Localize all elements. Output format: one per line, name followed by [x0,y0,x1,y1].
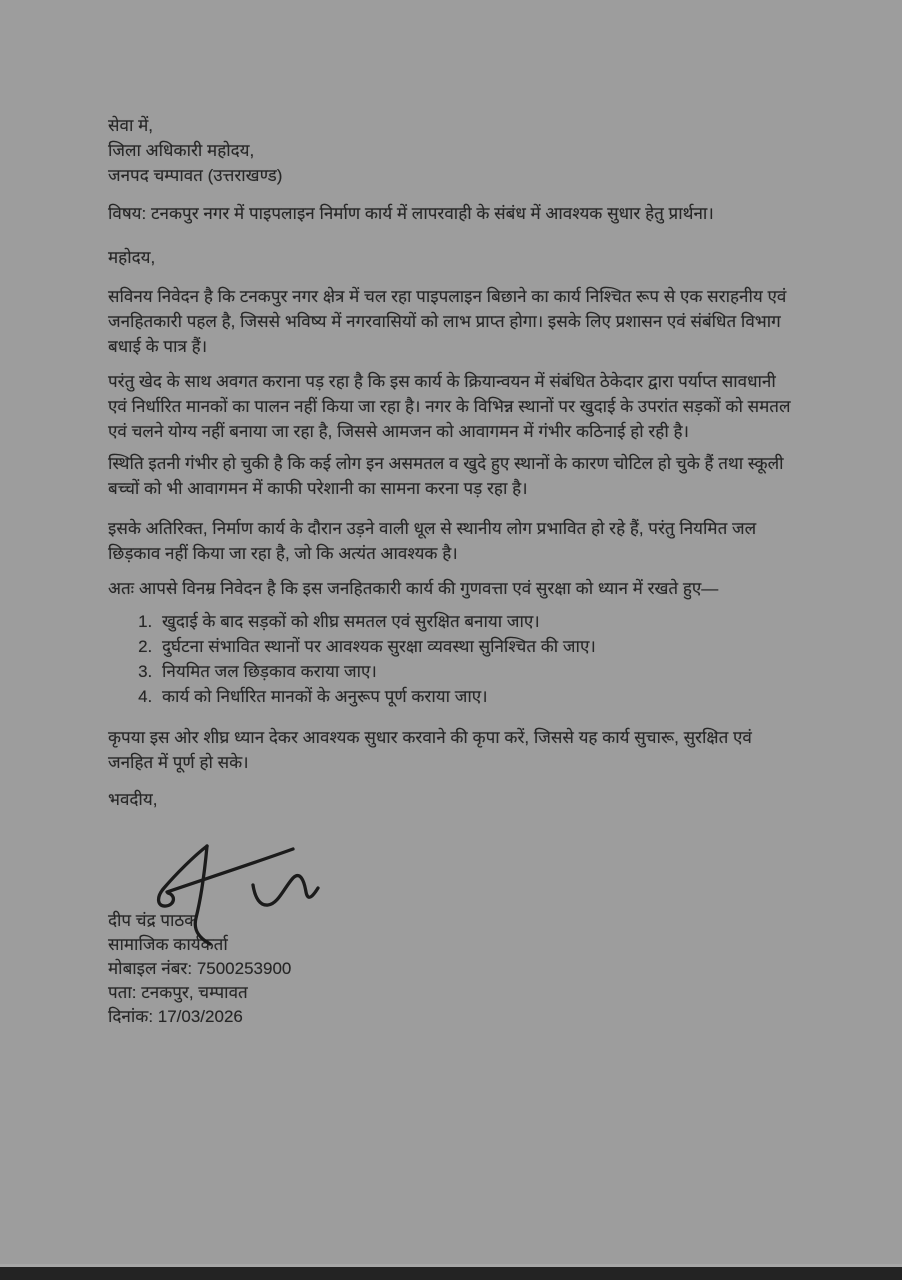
request-item: 4. कार्य को निर्धारित मानकों के अनुरूप पूर्ण कराया जाए। [157,684,798,709]
subject-line: विषय: टनकपुर नगर में पाइपलाइन निर्माण कार्य में लापरवाही के संबंध में आवश्यक सुधार हेतु प्रार्थना। [108,204,714,223]
closing-paragraph: कृपया इस ओर शीघ्र ध्यान देकर आवश्यक सुधार करवाने की कृपा करें, जिससे यह कार्य सुचारू, सुरक्षित एवं जनहित में पूर्ण हो सके। [108,728,752,772]
letter-paragraph: स्थिति इतनी गंभीर हो चुकी है कि कई लोग इन असमतल व खुदे हुए स्थानों के कारण चोटिल हो चुके हैं तथा स्कूली बच्चों को भी आवागमन में काफी परेशानी का सामना करना पड़ रहा है। [108,454,784,498]
recipient-line: जनपद चम्पावत (उत्तराखण्ड) [108,166,283,185]
signature-stroke [253,876,318,906]
sender-address: पता: टनकपुर, चम्पावत [108,983,248,1002]
signature-stroke [195,846,210,944]
sender-mobile: मोबाइल नंबर: 7500253900 [108,959,292,978]
sender-designation: सामाजिक कार्यकर्ता [108,935,228,954]
signature-stroke [167,849,293,892]
signature-image [152,836,332,948]
valediction: भवदीय, [108,790,158,809]
letter-paragraph: इसके अतिरिक्त, निर्माण कार्य के दौरान उड़ने वाली धूल से स्थानीय लोग प्रभावित हो रहे हैं, परंतु नियमित जल छिड़काव नहीं किया जा रहा है, जो कि अत्यंत आवश्यक है। [108,519,757,563]
bottom-edge-bar [0,1267,902,1280]
request-list [108,609,798,709]
request-item: 2. दुर्घटना संभावित स्थानों पर आवश्यक सुरक्षा व्यवस्था सुनिश्चित की जाए। [157,634,798,659]
recipient-line: जिला अधिकारी महोदय, [108,141,255,160]
letter-paragraph: अतः आपसे विनम्र निवेदन है कि इस जनहितकारी कार्य की गुणवत्ता एवं सुरक्षा को ध्यान में रखते हुए— [108,579,719,598]
request-item: 1. खुदाई के बाद सड़कों को शीघ्र समतल एवं सुरक्षित बनाया जाए। [157,609,798,634]
letter-date: दिनांक: 17/03/2026 [108,1007,243,1026]
sender-name: दीप चंद्र पाठक [108,911,198,930]
salutation: महोदय, [108,248,156,267]
request-item: 3. नियमित जल छिड़काव कराया जाए। [157,659,798,684]
recipient-line: सेवा में, [108,116,153,135]
recipient-block [108,113,798,188]
letter-paragraph: सविनय निवेदन है कि टनकपुर नगर क्षेत्र में चल रहा पाइपलाइन बिछाने का कार्य निश्चित रूप से एक सराहनीय एवं जनहितकारी पहल है, जिससे भविष्य में नगरवासियों को लाभ प्राप्त होगा। इसके लिए प्रशासन एवं संबंधित विभाग बधाई के पात्र हैं। [108,287,787,356]
letter-paragraph: परंतु खेद के साथ अवगत कराना पड़ रहा है कि इस कार्य के क्रियान्वयन में संबंधित ठेकेदार द्वारा पर्याप्त सावधानी एवं निर्धारित मानकों का पालन नहीं किया जा रहा है। नगर के विभिन्न स्थानों पर खुदाई के उपरांत सड़कों को समतल एवं चलने योग्य नहीं बनाया जा रहा है, जिससे आमजन को आवागमन में गंभीर कठिनाई हो रही है। [108,372,791,441]
